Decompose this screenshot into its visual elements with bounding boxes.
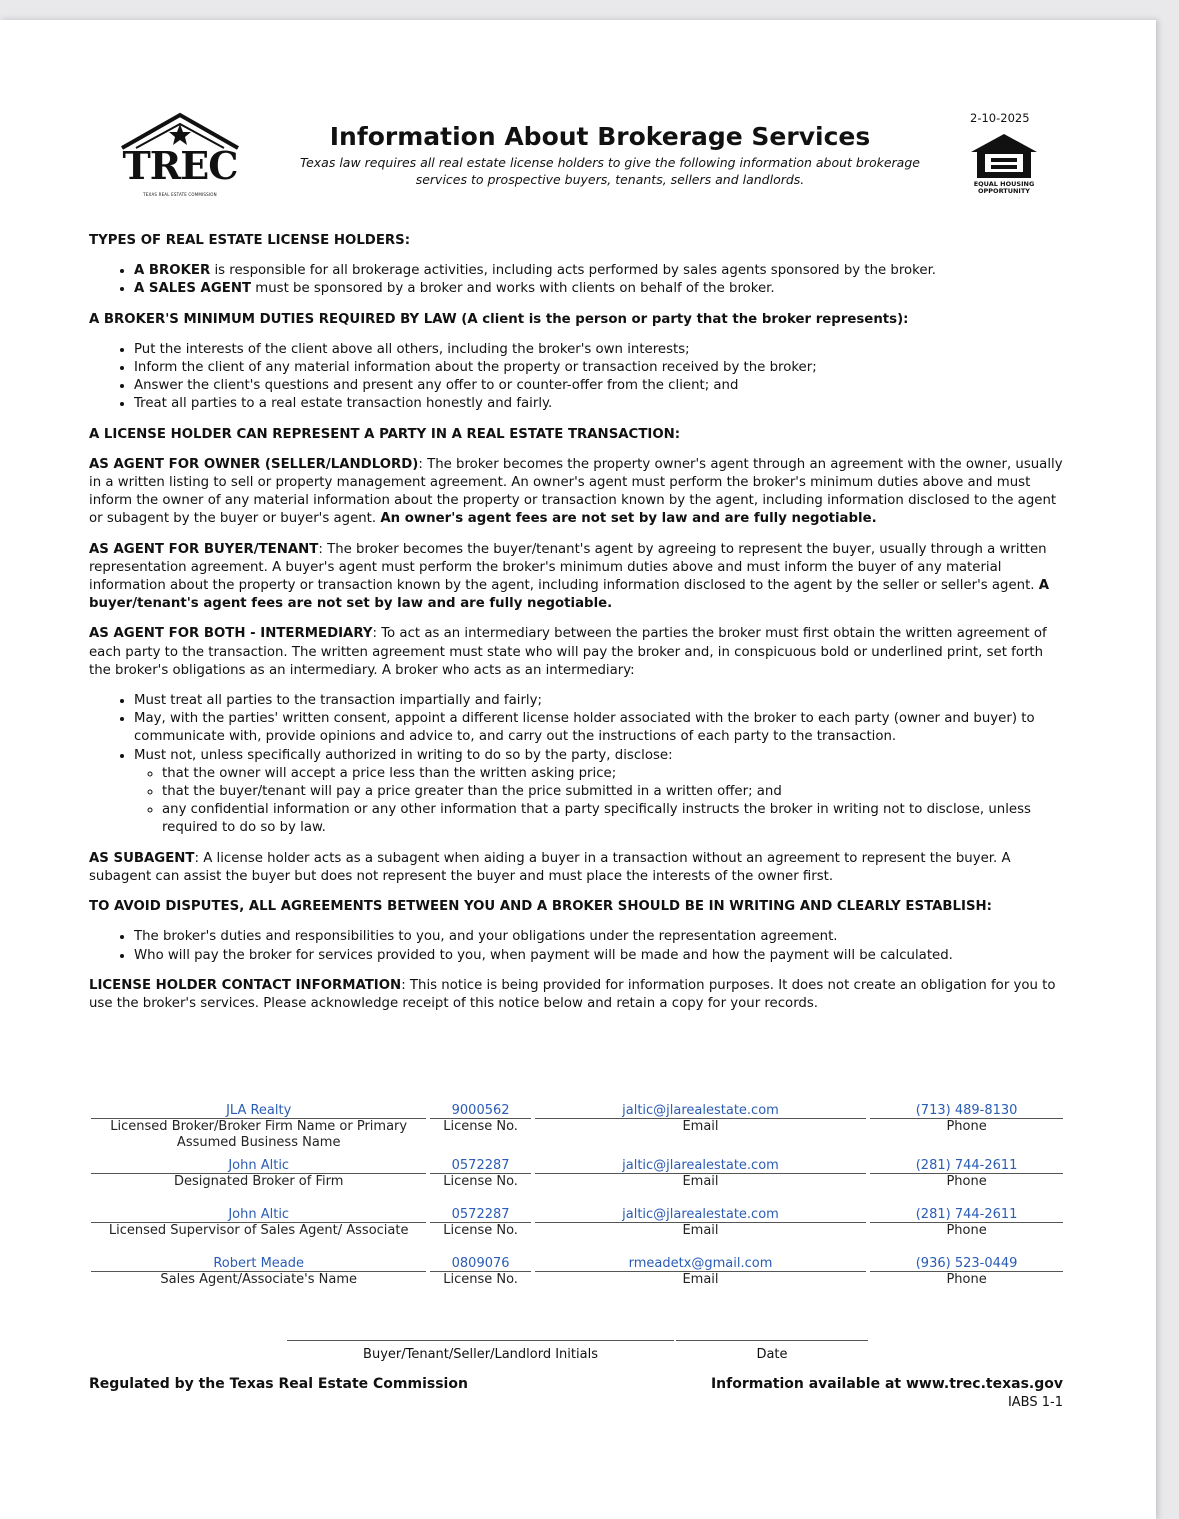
- designated-broker-email[interactable]: jaltic@jlarealestate.com: [535, 1151, 866, 1174]
- email-label: Email: [682, 1223, 719, 1238]
- table-row: [91, 1223, 1063, 1249]
- table-row: [91, 1249, 1063, 1272]
- intermediary-item-text: Must not, unless specifically authorized in writing to do so by the party, disclose:: [134, 747, 673, 763]
- footer-form-code: IABS 1-1: [1007, 1395, 1063, 1410]
- buyer-agent-lead: AS AGENT FOR BUYER/TENANT: [89, 541, 319, 557]
- sales-agent-phone[interactable]: (936) 523-0449: [870, 1249, 1063, 1272]
- supervisor-name[interactable]: John Altic: [91, 1200, 426, 1223]
- contact-text: : This notice is being provided for information purposes. It does not create an obligation for you to use the broker's services. Please acknowledge receipt of this notice below and retain a copy for your records.: [89, 977, 1056, 1011]
- table-row: [91, 1096, 1063, 1119]
- table-row: [91, 1174, 1063, 1200]
- phone-label: Phone: [946, 1119, 987, 1134]
- disputes-heading: TO AVOID DISPUTES, ALL AGREEMENTS BETWEEN YOU AND A BROKER SHOULD BE IN WRITING AND CLEARLY ESTABLISH:: [89, 899, 992, 915]
- trec-logo: [118, 112, 242, 204]
- page-subtitle: Texas law requires all real estate license holders to give the following information about brokerage services to prospective buyers, tenants, sellers and landlords.: [300, 155, 920, 187]
- supervisor-email[interactable]: jaltic@jlarealestate.com: [535, 1200, 866, 1223]
- type-broker-bold: A BROKER: [134, 263, 211, 279]
- duties-heading: A BROKER'S MINIMUM DUTIES REQUIRED BY LAW (A client is the person or party that the broker represents):: [89, 311, 909, 327]
- intermediary-text: : To act as an intermediary between the parties the broker must first obtain the written agreement of each party to the transaction. The written agreement must state who will pay the broker and, in conspicuous bold or underlined print, set forth the broker's obligations as an intermediary. A broker who acts as an intermediary:: [89, 626, 1047, 678]
- supervisor-label: Licensed Supervisor of Sales Agent/ Associate: [108, 1223, 409, 1238]
- type-agent-text: must be sponsored by a broker and works with clients on behalf of the broker.: [251, 281, 775, 297]
- initials-label: Buyer/Tenant/Seller/Landlord Initials: [363, 1347, 598, 1362]
- broker-firm-label: Licensed Broker/Broker Firm Name or Primary Assumed Business Name: [110, 1119, 408, 1150]
- sales-agent-label: Sales Agent/Associate's Name: [160, 1272, 358, 1287]
- license-label: License No.: [443, 1174, 518, 1189]
- license-label: License No.: [443, 1272, 518, 1287]
- table-row: [91, 1272, 1063, 1298]
- trec-logo-subtext: TEXAS REAL ESTATE COMMISSION: [143, 192, 217, 197]
- subagent-paragraph: [89, 850, 1064, 886]
- list-item: ◦ any confidential information or any other information that a party specifically instructs the broker in writing not to disclose, unless required to do so by law.: [162, 801, 1064, 837]
- list-item: • The broker's duties and responsibilities to you, and your obligations under the representation agreement.: [134, 928, 1064, 946]
- duties-list: [89, 341, 1064, 414]
- list-item: • Answer the client's questions and present any offer to or counter-offer from the client; and: [134, 377, 1064, 395]
- broker-email[interactable]: jaltic@jlarealestate.com: [535, 1096, 866, 1119]
- supervisor-phone[interactable]: (281) 744-2611: [870, 1200, 1063, 1223]
- phone-label: Phone: [946, 1223, 987, 1238]
- equal-housing-text: EQUAL HOUSING OPPORTUNITY: [973, 180, 1035, 195]
- list-item: • Inform the client of any material information about the property or transaction received by the broker;: [134, 359, 1064, 377]
- owner-agent-lead: AS AGENT FOR OWNER (SELLER/LANDLORD): [89, 456, 419, 472]
- email-label: Email: [682, 1119, 719, 1134]
- footer-regulated: Regulated by the Texas Real Estate Commission: [89, 1376, 468, 1392]
- broker-license[interactable]: 9000562: [430, 1096, 530, 1119]
- designated-broker-phone[interactable]: (281) 744-2611: [870, 1151, 1063, 1174]
- intermediary-paragraph: [89, 625, 1064, 680]
- contact-table: [87, 1096, 1067, 1298]
- list-item: • Must treat all parties to the transaction impartially and fairly;: [134, 692, 1064, 710]
- list-item: [134, 262, 1064, 280]
- owner-agent-text: : The broker becomes the property owner's agent through an agreement with the owner, usually in a written listing to sell or property management agreement. An owner's agent must perform the broker's minimum duties above and must inform the owner of any material information about the property or transaction known by the agent, including information disclosed to the agent or subagent by the buyer or buyer's agent.: [89, 456, 1063, 527]
- trec-logo-text: TREC: [122, 143, 238, 188]
- subagent-text: : A license holder acts as a subagent when aiding a buyer in a transaction without an agreement to represent the buyer. A subagent can assist the buyer but does not represent the buyer and must place the interests of the owner first.: [89, 850, 1011, 884]
- represent-heading: A LICENSE HOLDER CAN REPRESENT A PARTY IN A REAL ESTATE TRANSACTION:: [89, 426, 681, 442]
- form-date: 2-10-2025: [970, 111, 1030, 125]
- list-item: ◦ that the owner will accept a price less than the written asking price;: [162, 765, 1064, 783]
- list-item: • Treat all parties to a real estate transaction honestly and fairly.: [134, 395, 1064, 413]
- designated-broker-label: Designated Broker of Firm: [174, 1174, 344, 1189]
- sales-agent-name[interactable]: Robert Meade: [91, 1249, 426, 1272]
- list-item: ◦ that the buyer/tenant will pay a price greater than the price submitted in a written offer; and: [162, 783, 1064, 801]
- sales-agent-license[interactable]: 0809076: [430, 1249, 530, 1272]
- page-title: Information About Brokerage Services: [329, 122, 871, 151]
- list-item: • Who will pay the broker for services provided to you, when payment will be made and how the payment will be calculated.: [134, 947, 1064, 965]
- phone-label: Phone: [946, 1174, 987, 1189]
- license-label: License No.: [443, 1223, 518, 1238]
- document-body: [89, 232, 1064, 1025]
- type-broker-text: is responsible for all brokerage activities, including acts performed by sales agents sponsored by the broker.: [210, 263, 937, 279]
- owner-agent-paragraph: [89, 456, 1064, 529]
- intermediary-sublist: [134, 765, 1064, 838]
- equal-housing-logo: [967, 132, 1041, 196]
- sales-agent-email[interactable]: rmeadetx@gmail.com: [535, 1249, 866, 1272]
- owner-agent-tail: An owner's agent fees are not set by law and are fully negotiable.: [380, 511, 877, 527]
- table-row: [91, 1151, 1063, 1174]
- buyer-agent-paragraph: [89, 541, 1064, 614]
- list-item: • Put the interests of the client above all others, including the broker's own interests;: [134, 341, 1064, 359]
- intermediary-lead: AS AGENT FOR BOTH - INTERMEDIARY: [89, 626, 373, 642]
- document-header: [0, 20, 1156, 230]
- table-row: [91, 1200, 1063, 1223]
- document-page: [0, 20, 1156, 1519]
- contact-lead: LICENSE HOLDER CONTACT INFORMATION: [89, 977, 402, 993]
- contact-paragraph: [89, 977, 1064, 1013]
- footer-info-link[interactable]: Information available at www.trec.texas.gov: [710, 1376, 1063, 1392]
- date-label: Date: [756, 1347, 788, 1362]
- phone-label: Phone: [946, 1272, 987, 1287]
- disputes-list: [89, 928, 1064, 964]
- type-agent-bold: A SALES AGENT: [134, 281, 252, 297]
- buyer-agent-tail: A buyer/tenant's agent fees are not set by law and are fully negotiable.: [89, 578, 1050, 612]
- types-list: [89, 262, 1064, 298]
- types-heading: TYPES OF REAL ESTATE LICENSE HOLDERS:: [89, 233, 411, 248]
- broker-firm-name[interactable]: JLA Realty: [91, 1096, 426, 1119]
- email-label: Email: [682, 1272, 719, 1287]
- buyer-agent-text: : The broker becomes the buyer/tenant's agent by agreeing to represent the buyer, usually through a written representation agreement. A buyer's agent must perform the broker's minimum duties above and must inform the buyer of any material information about the property or transaction known by the agent, including information disclosed to the agent by the seller or seller's agent.: [89, 541, 1047, 594]
- intermediary-list: [89, 692, 1064, 838]
- subagent-lead: AS SUBAGENT: [89, 850, 195, 866]
- list-item: [134, 280, 1064, 298]
- equal-housing-icon: [967, 132, 1041, 180]
- license-label: License No.: [443, 1119, 518, 1134]
- table-row: [91, 1119, 1063, 1151]
- initials-signature-line[interactable]: [287, 1340, 674, 1341]
- designated-broker-name[interactable]: John Altic: [91, 1151, 426, 1174]
- designated-broker-license[interactable]: 0572287: [430, 1151, 530, 1174]
- broker-phone[interactable]: (713) 489-8130: [870, 1096, 1063, 1119]
- supervisor-license[interactable]: 0572287: [430, 1200, 530, 1223]
- list-item: [134, 747, 1064, 838]
- date-signature-line[interactable]: [676, 1340, 868, 1341]
- list-item: • May, with the parties' written consent, appoint a different license holder associated with the broker to each party (owner and buyer) to communicate with, provide opinions and advice to, and carry out the instructions of each party to the transaction.: [134, 710, 1064, 746]
- email-label: Email: [682, 1174, 719, 1189]
